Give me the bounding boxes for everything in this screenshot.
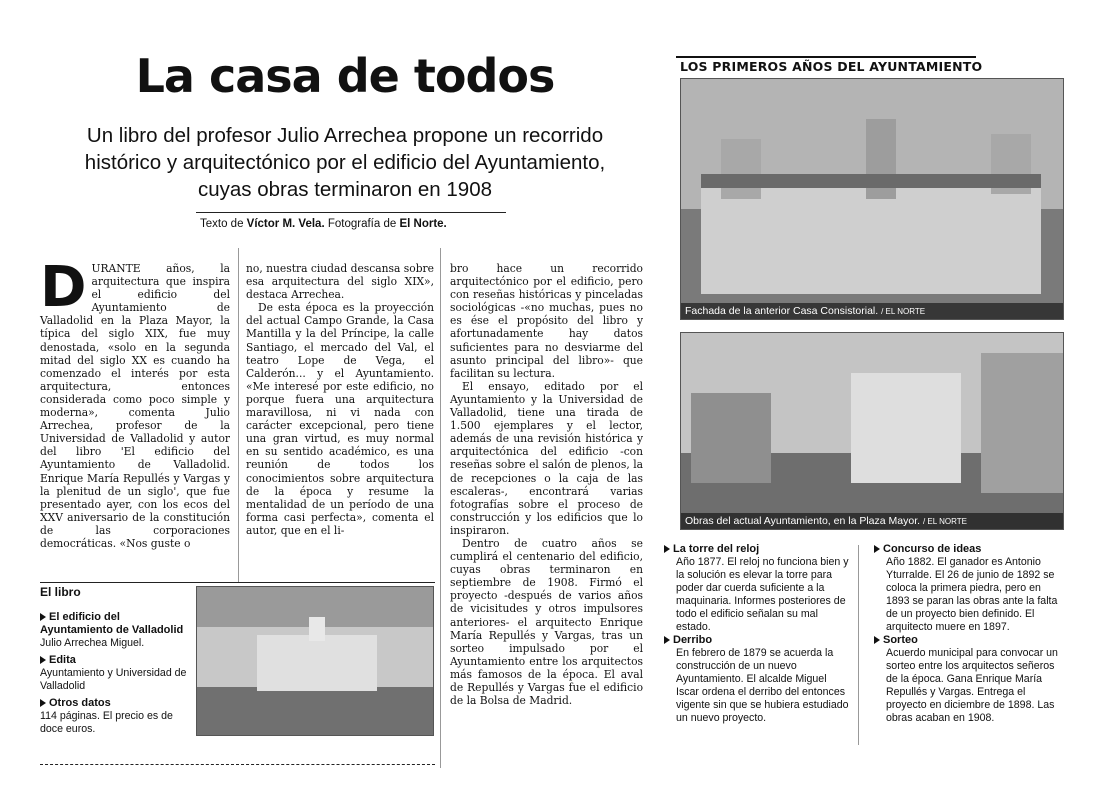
byline-author: Víctor M. Vela. [246,218,325,230]
history-item [664,543,850,634]
book-box-bottom-rule [40,764,435,765]
subhead-line: histórico y arquitectónico por el edificio del Ayuntamiento, [84,151,606,174]
triangle-bullet-icon [874,636,880,644]
book-box [40,585,195,736]
history-item-text: Año 1877. El reloj no funciona bien y la solución es elevar la torre para poder dar cuerda suficiente a la maquinaria. Informes posteriores de todo el edificio señalan su mal estado. [676,556,849,633]
triangle-bullet-icon [664,636,670,644]
paragraph: no, nuestra ciudad descansa sobre esa arquitectura del siglo XIX», destaca Arrechea. [246,262,434,302]
book-item-text: Ayuntamiento y Universidad de Valladolid [40,667,187,692]
book-box-top-rule [40,582,435,583]
book-item [40,654,195,693]
article-column-3 [450,262,643,707]
article-column-1 [40,255,230,550]
history-item [874,543,1066,634]
sidebar-title: LOS PRIMEROS AÑOS DEL AYUNTAMIENTO [680,59,983,74]
history-bullets-left [664,543,850,725]
book-item-head: Edita [49,654,76,666]
headline: La casa de todos [135,49,555,103]
article-column-2 [246,262,434,537]
history-item [664,634,850,725]
history-item [874,634,1066,725]
byline-prefix: Texto de [200,218,247,230]
book-item [40,611,195,650]
caption-credit: / EL NORTE [922,517,967,526]
caption-text: Obras del actual Ayuntamiento, en la Plaza Mayor. [685,515,921,527]
sidebar-top-rule [676,56,976,58]
book-item [40,697,195,736]
photo-caption [681,303,1063,319]
old-town-hall-illustration [681,79,1063,319]
paragraph: El ensayo, editado por el Ayuntamiento y la Universidad de Valladolid, tiene una tirada de 1.500 ejemplares y el lector, además de una revisión histórica y arquitectónica del edificio -con reseñas sobre el salón de plenos, la de recepciones o la caja de las escaleras-, encontrará varias fotografías sobre el proceso de construcción y los edificios que lo inspiraron. [450,379,643,537]
history-item-head: Derribo [673,634,713,646]
paragraph: URANTE años, la arquitectura que inspira el edificio del Ayuntamiento de Valladolid en la Plaza Mayor, la típica del siglo XIX, fue muy denostada, «solo en la segunda mitad del siglo XX es cuando ha comenzado el interés por esta arquitectura, entonces considerada como poco simple y moderna», comenta Julio Arrechea, profesor de la Universidad de Valladolid y autor del libro 'El edificio del Ayuntamiento de Valladolid. Enrique María Repullés y Vargas y la plenitud de un siglo', que fue presentado ayer, con los ecos del XXV aniversario de la constitución de las corporaciones democráticas. «Nos guste o [40,262,230,550]
column-rule [238,248,239,582]
credit-rule [196,212,506,213]
history-item-text: Año 1882. El ganador es Antonio Yturralde. El 26 de junio de 1892 se coloca la primera piedra, pero en 1893 se paran las obras ante la falta de un proyecto bien definido. El arquitecto muere en 1897. [886,556,1058,633]
book-item-head: El edificio del Ayuntamiento de Valladolid [40,611,184,636]
book-cover-image [196,586,434,736]
subheadline [40,122,650,203]
plaza-mayor-construction-photo [680,332,1064,530]
paragraph: bro hace un recorrido arquitectónico por el edificio, pero con reseñas históricas y pinceladas sociológicas -«no muchas, pues no es ése el propósito del libro y afortunadamente hay datos suficientes para no desviarme del asunto principal del libro»- que facilitan su lectura. [450,262,643,380]
history-item-head: Concurso de ideas [883,543,982,555]
triangle-bullet-icon [40,699,46,707]
history-item-text: Acuerdo municipal para convocar un sorteo entre los arquitectos señeros de la época. Gana Enrique María Repullés y Vargas. Entrega el proyecto en diciembre de 1898. Las obras acaban en 1908. [886,647,1058,724]
caption-text: Fachada de la anterior Casa Consistorial. [685,305,879,317]
paragraph: Dentro de cuatro años se cumplirá el centenario del edificio, cuyas obras terminaron en septiembre de 1908. Firmó el proyecto -después de varios años de vicisitudes y otros impulsores anteriores- el arquitecto Enrique María Repullés y Vargas, tras un sorteo impulsado por el Ayuntamiento entre los arquitectos más famosos de la época. El aval de Repullés y Vargas fue el edificio de la Bolsa de Madrid. [450,536,643,708]
history-item-text: En febrero de 1879 se acuerda la construcción de un nuevo Ayuntamiento. El alcalde Miguel Iscar ordena el derribo del entonces vigente sin que se hubiera estudiado un nuevo proyecto. [676,647,849,724]
subhead-line: Un libro del profesor Julio Arrechea propone un recorrido [86,124,604,147]
column-rule [440,248,441,768]
history-bullets-right [874,543,1066,725]
history-item-head: La torre del reloj [673,543,760,555]
triangle-bullet-icon [40,613,46,621]
triangle-bullet-icon [874,545,880,553]
photo-caption [681,513,1063,529]
byline [200,218,500,230]
book-box-title: El libro [40,585,81,599]
drop-cap: D [40,255,87,320]
plaza-mayor-illustration [681,333,1063,529]
triangle-bullet-icon [664,545,670,553]
subhead-line: cuyas obras terminaron en 1908 [197,178,492,201]
byline-source: El Norte. [399,218,447,230]
caption-credit: / EL NORTE [881,307,926,316]
book-item-text: 114 páginas. El precio es de doce euros. [40,710,173,735]
book-item-text: Julio Arrechea Miguel. [40,637,145,649]
byline-mid: Fotografía de [324,218,400,230]
sidebar-column-rule [858,545,859,745]
old-town-hall-photo [680,78,1064,320]
triangle-bullet-icon [40,656,46,664]
book-cover-illustration [197,587,433,735]
book-item-head: Otros datos [49,697,111,709]
history-item-head: Sorteo [883,634,918,646]
paragraph: De esta época es la proyección del actual Campo Grande, la Casa Mantilla y la del Príncipe, la calle Santiago, el mercado del Val, el teatro Lope de Vega, el Calderón... y el Ayuntamiento. «Me interesé por este edificio, no porque fuera una arquitectura maravillosa, ni vi nada con carácter excepcional, pero tiene una gran virtud, es muy normal en su sentido académico, es una reunión de todos los conocimientos sobre arquitectura de la época y resume la mentalidad de un período de una forma casi perfecta», comenta el autor, que en el li- [246,301,434,537]
